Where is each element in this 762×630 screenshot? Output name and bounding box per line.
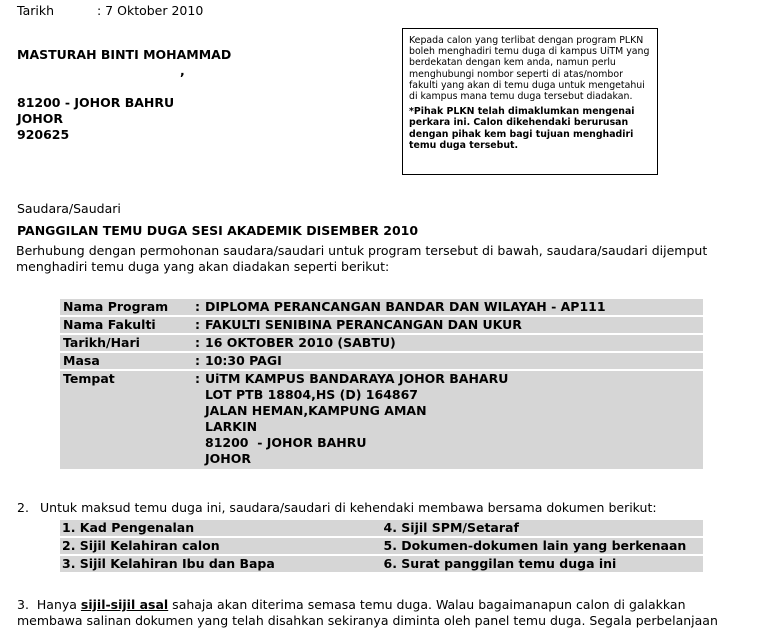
plkn-notice-box <box>402 28 658 175</box>
faculty-label: Nama Fakulti <box>60 317 193 333</box>
faculty-value: FAKULTI SENIBINA PERANCANGAN DAN UKUR <box>205 317 522 332</box>
table-row <box>60 520 703 536</box>
program-label: Nama Program <box>60 299 193 315</box>
section-3-text-start: Hanya <box>36 597 81 612</box>
recipient-comma: , <box>180 63 185 78</box>
document-item: 1. Kad Pengenalan <box>60 520 382 536</box>
date-day-value: 16 OKTOBER 2010 (SABTU) <box>205 335 396 350</box>
program-cell <box>193 299 703 315</box>
time-value: 10:30 PAGI <box>205 353 282 368</box>
table-row <box>60 335 703 351</box>
intro-paragraph: Berhubung dengan permohonan saudara/saudari untuk program tersebut di bawah, saudara/saudari dijemput menghadiri temu duga yang akan diadakan seperti berikut: <box>16 243 708 274</box>
colon: : <box>195 317 200 332</box>
required-documents-table <box>60 518 703 574</box>
address-line-6: JOHOR <box>205 451 251 466</box>
place-cell <box>193 371 703 469</box>
section-3-paragraph <box>17 597 753 629</box>
recipient-number: 920625 <box>17 127 70 142</box>
letter-subject: PANGGILAN TEMU DUGA SESI AKADEMIK DISEMBER 2010 <box>17 223 419 238</box>
document-item: 4. Sijil SPM/Setaraf <box>382 520 704 536</box>
section-3-number: 3. <box>17 597 29 612</box>
notice-footnote: *Pihak PLKN telah dimaklumkan mengenai perkara ini. Calon dikehendaki berurusan dengan pihak kem bagi tujuan menghadiri temu duga tersebut. <box>409 106 635 151</box>
colon: : <box>195 299 200 314</box>
address-line-4: LARKIN <box>205 419 258 434</box>
document-item: 3. Sijil Kelahiran Ibu dan Bapa <box>60 556 382 572</box>
section-2-text: Untuk maksud temu duga ini, saudara/saudari di kehendaki membawa bersama dokumen berikut: <box>40 500 657 515</box>
date-day-label: Tarikh/Hari <box>60 335 193 351</box>
interview-details-table <box>60 297 703 471</box>
table-row <box>60 538 703 554</box>
date-value: : 7 Oktober 2010 <box>97 3 204 18</box>
section-3-text-end: sahaja akan diterima semasa temu duga. Walau bagaimanapun calon di galakkan membawa salinan dokumen yang telah disahkan sekiranya diminta oleh panel temu duga. Segala perbelanjaan <box>17 597 718 628</box>
table-row <box>60 353 703 369</box>
date-day-cell <box>193 335 703 351</box>
table-row <box>60 371 703 469</box>
faculty-cell <box>193 317 703 333</box>
colon: : <box>195 335 200 350</box>
table-row <box>60 317 703 333</box>
table-row <box>60 299 703 315</box>
document-item: 6. Surat panggilan temu duga ini <box>382 556 704 572</box>
place-label: Tempat <box>60 371 193 469</box>
recipient-name: MASTURAH BINTI MOHAMMAD <box>17 47 232 62</box>
table-row <box>60 556 703 572</box>
recipient-state: JOHOR <box>17 111 63 126</box>
program-value: DIPLOMA PERANCANGAN BANDAR DAN WILAYAH - AP111 <box>205 299 606 314</box>
colon: : <box>195 353 200 368</box>
time-cell <box>193 353 703 369</box>
notice-paragraph: Kepada calon yang terlibat dengan program PLKN boleh menghadiri temu duga di kampus UiTM yang berdekatan dengan kem anda, namun perlu menghubungi nombor seperti di atas/nombor fakulti yang akan di temu duga untuk mengetahui di kampus mana temu duga tersebut diadakan. <box>409 35 650 103</box>
address-line-5: 81200 - JOHOR BAHRU <box>205 435 367 450</box>
section-2-number: 2. <box>17 500 29 515</box>
recipient-postcode-city: 81200 - JOHOR BAHRU <box>17 95 175 110</box>
date-label: Tarikh <box>17 3 54 18</box>
address-line-3: JALAN HEMAN,KAMPUNG AMAN <box>205 403 427 418</box>
document-item: 5. Dokumen-dokumen lain yang berkenaan <box>382 538 704 554</box>
original-certificates-emphasis: sijil-sijil asal <box>80 597 169 612</box>
place-line: UiTM KAMPUS BANDARAYA JOHOR BAHARU <box>205 371 509 386</box>
address-line-1 <box>195 371 703 387</box>
address-line-2: LOT PTB 18804,HS (D) 164867 <box>205 387 418 402</box>
salutation: Saudara/Saudari <box>17 201 121 216</box>
document-item: 2. Sijil Kelahiran calon <box>60 538 382 554</box>
colon: : <box>195 371 200 386</box>
time-label: Masa <box>60 353 193 369</box>
